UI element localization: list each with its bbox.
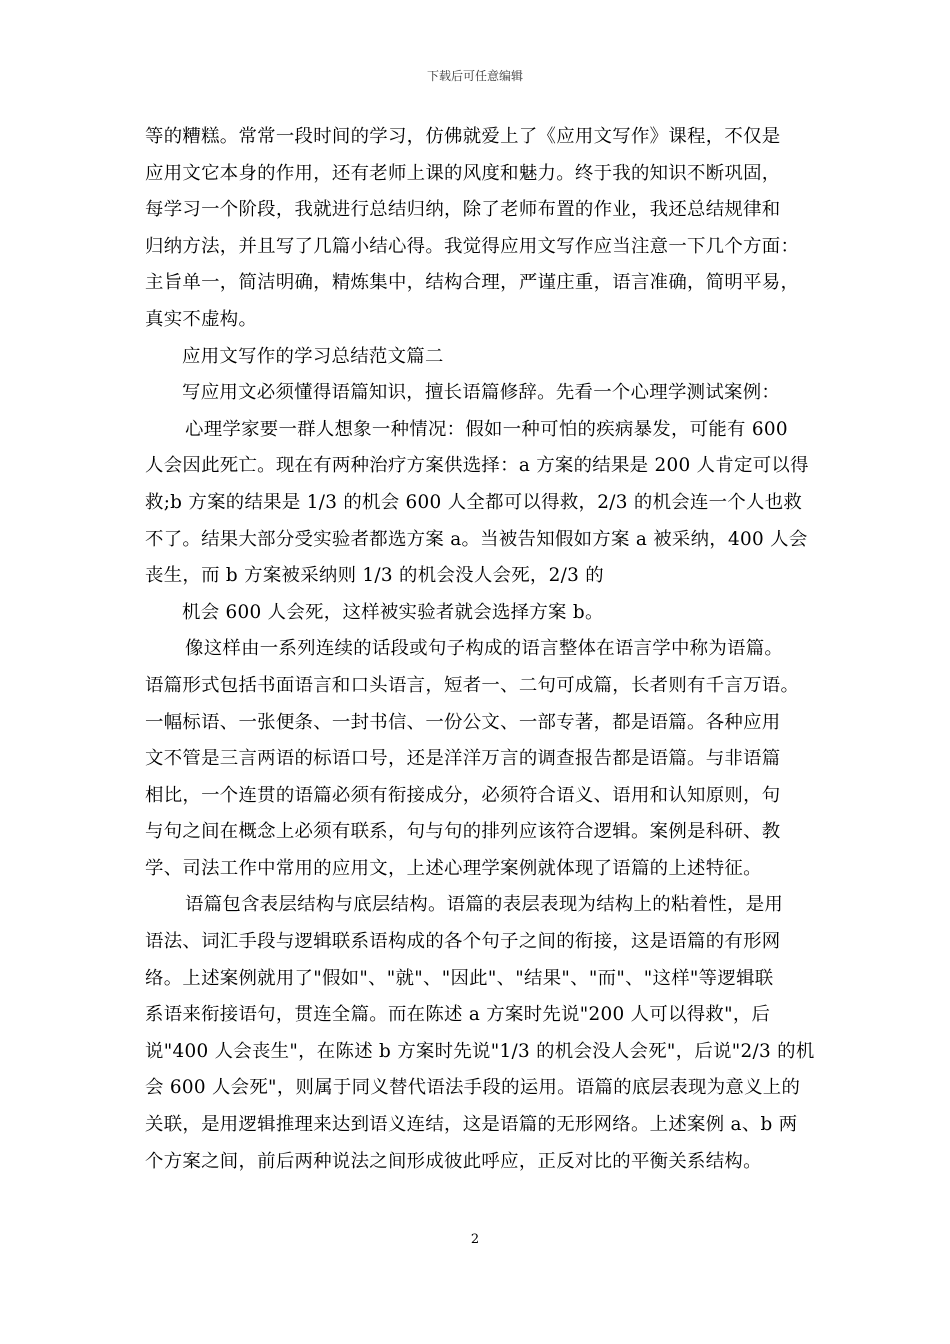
text-line: 学、司法工作中常用的应用文，上述心理学案例就体现了语篇的上述特征。 xyxy=(145,857,762,879)
body-text xyxy=(145,119,820,1180)
text-line: 语篇形式包括书面语言和口头语言，短者一、二句可成篇，长者则有千言万语。 xyxy=(145,674,800,696)
text-line: 主旨单一，简洁明确，精炼集中，结构合理，严谨庄重，语言准确，简明平易， xyxy=(145,272,800,294)
text-line: 与句之间在概念上必须有联系，句与句的排列应该符合逻辑。案例是科研、教 xyxy=(145,821,781,843)
text-line: 救;b 方案的结果是 1/3 的机会 600 人全都可以得救，2/3 的机会连一个人也救 xyxy=(145,491,803,513)
page-number: 2 xyxy=(470,1232,480,1247)
text-line: 一幅标语、一张便条、一封书信、一份公文、一部专著，都是语篇。各种应用 xyxy=(145,711,781,733)
text-line: 人会因此死亡。现在有两种治疗方案供选择：a 方案的结果是 200 人肯定可以得 xyxy=(145,455,809,477)
text-line: 说"400 人会丧生"，在陈述 b 方案时先说"1/3 的机会没人会死"，后说"2/3 的机 xyxy=(145,1040,815,1062)
text-line: 归纳方法，并且写了几篇小结心得。我觉得应用文写作应当注意一下几个方面： xyxy=(145,235,800,257)
text-line: 真实不虚构。 xyxy=(145,308,258,330)
text-line: 应用文它本身的作用，还有老师上课的风度和魅力。终于我的知识不断巩固， xyxy=(145,162,781,184)
text-line: 文不管是三言两语的标语口号，还是洋洋万言的调查报告都是语篇。与非语篇 xyxy=(145,748,781,770)
page-header: 下载后可任意编辑 xyxy=(426,69,523,83)
text-line: 像这样由一系列连续的话段或句子构成的语言整体在语言学中称为语篇。 xyxy=(185,638,784,660)
text-line: 关联，是用逻辑推理来达到语义连结，这是语篇的无形网络。上述案例 a、b 两 xyxy=(145,1114,798,1136)
text-line: 语篇包含表层结构与底层结构。语篇的表层表现为结构上的粘着性，是用 xyxy=(185,894,784,916)
text-line: 系语来衔接语句，贯连全篇。而在陈述 a 方案时先说"200 人可以得救"，后 xyxy=(145,1004,771,1026)
section-heading: 应用文写作的学习总结范文篇二 xyxy=(182,345,444,367)
text-line: 每学习一个阶段，我就进行总结归纳，除了老师布置的作业，我还总结规律和 xyxy=(145,199,781,221)
text-line: 不了。结果大部分受实验者都选方案 a。当被告知假如方案 a 被采纳，400 人会 xyxy=(145,528,808,550)
text-line: 络。上述案例就用了"假如"、"就"、"因此"、"结果"、"而"、"这样"等逻辑联 xyxy=(145,967,774,989)
text-line: 语法、词汇手段与逻辑联系语构成的各个句子之间的衔接，这是语篇的有形网 xyxy=(145,931,781,953)
text-line: 丧生，而 b 方案被采纳则 1/3 的机会没人会死，2/3 的 xyxy=(145,565,604,587)
text-line: 相比，一个连贯的语篇必须有衔接成分，必须符合语义、语用和认知原则，句 xyxy=(145,784,781,806)
text-line: 写应用文必须懂得语篇知识，擅长语篇修辞。先看一个心理学测试案例： xyxy=(182,382,781,404)
text-line: 心理学家要一群人想象一种情况：假如一种可怕的疾病暴发，可能有 600 xyxy=(185,418,788,440)
text-line: 机会 600 人会死，这样被实验者就会选择方案 b。 xyxy=(182,601,604,623)
text-line: 个方案之间，前后两种说法之间形成彼此呼应，正反对比的平衡关系结构。 xyxy=(145,1150,762,1172)
text-line: 等的糟糕。常常一段时间的学习，仿佛就爱上了《应用文写作》课程，不仅是 xyxy=(145,126,781,147)
text-line: 会 600 人会死"，则属于同义替代语法手段的运用。语篇的底层表现为意义上的 xyxy=(145,1077,801,1099)
